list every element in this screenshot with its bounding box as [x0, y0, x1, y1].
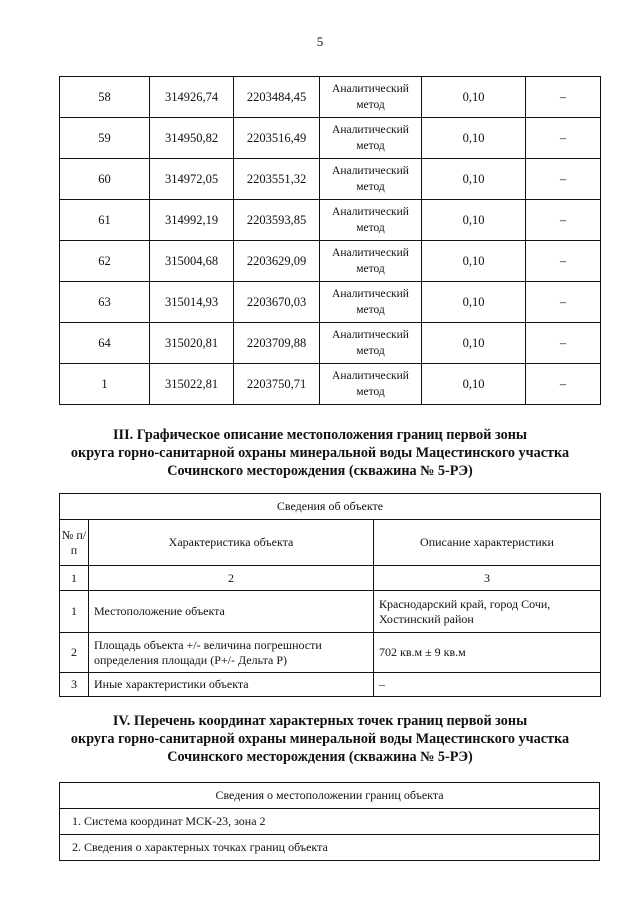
cell-method: Аналитический метод	[320, 118, 422, 159]
cell-note: –	[526, 77, 601, 118]
cell-coord-x: 314926,74	[150, 77, 234, 118]
cell-method: Аналитический метод	[320, 159, 422, 200]
cell-accuracy: 0,10	[422, 200, 526, 241]
row-num: 1	[60, 591, 89, 633]
cell-note: –	[526, 118, 601, 159]
location-info-table	[59, 782, 600, 861]
table-row	[60, 241, 601, 282]
table-row	[60, 77, 601, 118]
section-3-title-line: III. Графическое описание местоположения границ первой зоны	[113, 427, 527, 443]
col-header-description: Описание характеристики	[374, 520, 601, 566]
table-row	[60, 282, 601, 323]
cell-accuracy: 0,10	[422, 77, 526, 118]
cell-point-number: 58	[60, 77, 150, 118]
cell-point-number: 64	[60, 323, 150, 364]
coordinates-table-body	[60, 77, 601, 405]
row-characteristic: Иные характеристики объекта	[89, 673, 374, 697]
row-description: Краснодарский край, город Сочи, Хостинский район	[374, 591, 601, 633]
cell-point-number: 63	[60, 282, 150, 323]
table-row	[60, 159, 601, 200]
cell-point-number: 60	[60, 159, 150, 200]
section-4-title-line: Сочинского месторождения (скважина № 5-РЭ)	[167, 749, 473, 765]
cell-note: –	[526, 323, 601, 364]
cell-coord-y: 2203670,03	[234, 282, 320, 323]
cell-method: Аналитический метод	[320, 241, 422, 282]
table-row	[60, 200, 601, 241]
cell-coord-y: 2203709,88	[234, 323, 320, 364]
cell-accuracy: 0,10	[422, 364, 526, 405]
section-3-title-line: округа горно-санитарной охраны минеральной воды Мацестинского участка	[70, 445, 570, 461]
cell-note: –	[526, 159, 601, 200]
cell-note: –	[526, 241, 601, 282]
cell-point-number: 62	[60, 241, 150, 282]
table-row	[60, 323, 601, 364]
cell-note: –	[526, 282, 601, 323]
section-3-title	[0, 426, 640, 480]
section-4-title-line: округа горно-санитарной охраны минеральной воды Мацестинского участка	[70, 731, 570, 747]
cell-method: Аналитический метод	[320, 200, 422, 241]
row-num: 3	[60, 673, 89, 697]
cell-point-number: 1	[60, 364, 150, 405]
coordinates-table	[59, 76, 601, 405]
section-4-title	[0, 712, 640, 766]
table-row	[60, 633, 601, 673]
row-description: 702 кв.м ± 9 кв.м	[374, 633, 601, 673]
cell-accuracy: 0,10	[422, 323, 526, 364]
col-number: 2	[89, 566, 374, 591]
cell-accuracy: 0,10	[422, 282, 526, 323]
object-table-caption: Сведения об объекте	[60, 494, 601, 520]
cell-coord-x: 315020,81	[150, 323, 234, 364]
row-num: 2	[60, 633, 89, 673]
cell-coord-y: 2203629,09	[234, 241, 320, 282]
cell-coord-x: 314950,82	[150, 118, 234, 159]
cell-accuracy: 0,10	[422, 159, 526, 200]
cell-method: Аналитический метод	[320, 282, 422, 323]
cell-note: –	[526, 364, 601, 405]
section-3-title-line: Сочинского месторождения (скважина № 5-РЭ)	[167, 463, 473, 479]
row-characteristic: Площадь объекта +/- величина погрешности определения площади (Р+/- Дельта Р)	[89, 633, 374, 673]
location-item: 2. Сведения о характерных точках границ объекта	[60, 835, 600, 861]
cell-point-number: 61	[60, 200, 150, 241]
cell-coord-x: 315014,93	[150, 282, 234, 323]
cell-coord-x: 315022,81	[150, 364, 234, 405]
location-table-caption: Сведения о местоположении границ объекта	[60, 783, 600, 809]
cell-method: Аналитический метод	[320, 77, 422, 118]
row-characteristic: Местоположение объекта	[89, 591, 374, 633]
cell-coord-x: 314992,19	[150, 200, 234, 241]
cell-coord-y: 2203484,45	[234, 77, 320, 118]
table-row	[60, 591, 601, 633]
page-number: 5	[316, 34, 324, 49]
cell-coord-y: 2203516,49	[234, 118, 320, 159]
col-number: 1	[60, 566, 89, 591]
col-header-num: № п/п	[60, 520, 89, 566]
cell-accuracy: 0,10	[422, 241, 526, 282]
cell-coord-x: 315004,68	[150, 241, 234, 282]
row-description: –	[374, 673, 601, 697]
cell-coord-y: 2203593,85	[234, 200, 320, 241]
cell-point-number: 59	[60, 118, 150, 159]
cell-accuracy: 0,10	[422, 118, 526, 159]
object-info-table	[59, 493, 601, 697]
cell-note: –	[526, 200, 601, 241]
cell-coord-y: 2203750,71	[234, 364, 320, 405]
location-item: 1. Система координат МСК-23, зона 2	[60, 809, 600, 835]
cell-method: Аналитический метод	[320, 323, 422, 364]
cell-method: Аналитический метод	[320, 364, 422, 405]
col-header-characteristic: Характеристика объекта	[89, 520, 374, 566]
cell-coord-y: 2203551,32	[234, 159, 320, 200]
table-row	[60, 364, 601, 405]
section-4-title-line: IV. Перечень координат характерных точек границ первой зоны	[112, 713, 528, 729]
table-row	[60, 118, 601, 159]
table-row	[60, 673, 601, 697]
col-number: 3	[374, 566, 601, 591]
cell-coord-x: 314972,05	[150, 159, 234, 200]
